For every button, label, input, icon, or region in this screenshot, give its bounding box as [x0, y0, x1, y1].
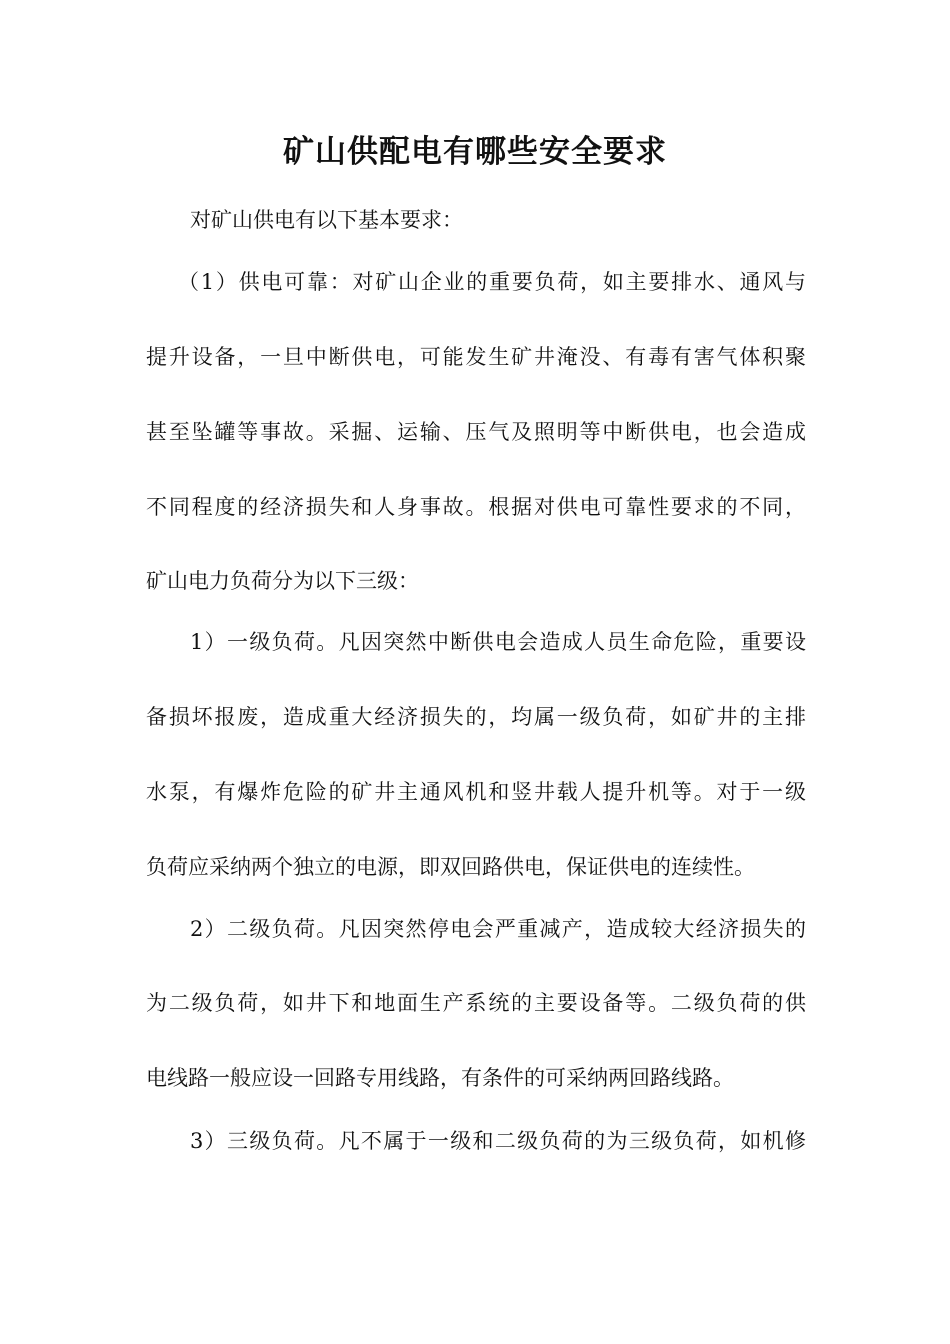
paragraph-line: 矿山电力负荷分为以下三级： — [146, 569, 419, 593]
paragraph-line: 提升设备，一旦中断供电，可能发生矿井淹没、有毒有害气体积聚 — [146, 345, 806, 369]
paragraph-line: 备损坏报废，造成重大经济损失的，均属一级负荷，如矿井的主排 — [146, 705, 806, 729]
paragraph-line: 为二级负荷，如井下和地面生产系统的主要设备等。二级负荷的供 — [146, 991, 806, 1015]
paragraph-line: 负荷应采纳两个独立的电源，即双回路供电，保证供电的连续性。 — [146, 855, 755, 879]
paragraph-line: 对矿山供电有以下基本要求： — [190, 208, 463, 232]
paragraph-line: （1）供电可靠：对矿山企业的重要负荷，如主要排水、通风与 — [178, 270, 806, 294]
paragraph-line: 电线路一般应设一回路专用线路，有条件的可采纳两回路线路。 — [146, 1066, 734, 1090]
paragraph-line: 3）三级负荷。凡不属于一级和二级负荷的为三级负荷，如机修 — [190, 1129, 806, 1153]
paragraph-line: 不同程度的经济损失和人身事故。根据对供电可靠性要求的不同， — [146, 495, 806, 519]
paragraph-line: 甚至坠罐等事故。采掘、运输、压气及照明等中断供电，也会造成 — [146, 420, 806, 444]
document-title: 矿山供配电有哪些安全要求 — [283, 134, 667, 170]
paragraph-line: 2）二级负荷。凡因突然停电会严重减产，造成较大经济损失的 — [190, 917, 806, 941]
paragraph-line: 水泵，有爆炸危险的矿井主通风机和竖井载人提升机等。对于一级 — [146, 780, 806, 804]
paragraph-line: 1）一级负荷。凡因突然中断供电会造成人员生命危险，重要设 — [190, 630, 806, 654]
